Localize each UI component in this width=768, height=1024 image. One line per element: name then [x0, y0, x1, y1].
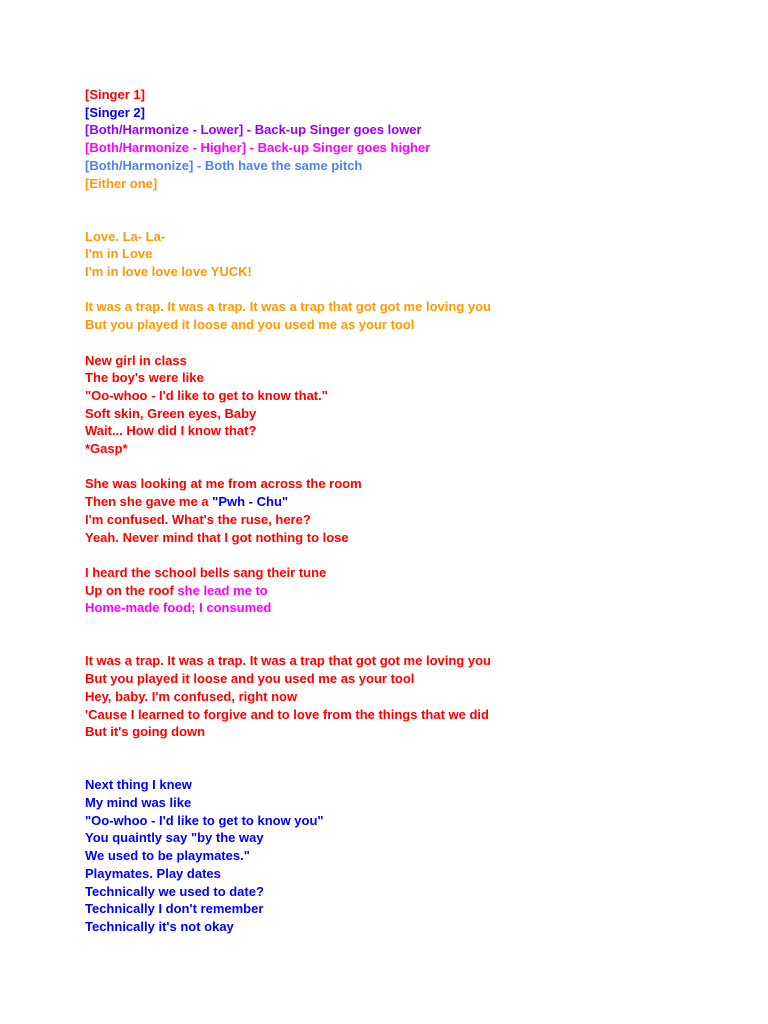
hook-section-2: [85, 652, 745, 741]
lyric-line: Playmates. Play dates: [85, 865, 221, 881]
lyric-line: Home-made food; I consumed: [85, 600, 272, 616]
spacer: [85, 192, 745, 227]
spacer: [85, 617, 745, 652]
lyric-line: 'Cause I learned to forgive and to love from the things that we did: [85, 706, 489, 722]
lyric-line: [85, 493, 745, 511]
intro-section: [85, 228, 745, 281]
lyric-line: Wait... How did I know that?: [85, 423, 257, 439]
spacer: [85, 741, 745, 776]
verse-1b-section: [85, 475, 745, 546]
lyric-line: The boy's were like: [85, 370, 204, 386]
spacer: [85, 546, 745, 564]
lyrics-document: [85, 86, 745, 936]
verse-1c-section: [85, 564, 745, 617]
lyric-line: Technically it's not okay: [85, 918, 234, 934]
lyric-line: My mind was like: [85, 795, 192, 811]
verse-2-section: [85, 776, 745, 935]
legend-harmonize-lower: [Both/Harmonize - Lower] - Back-up Singer goes lower: [85, 122, 422, 138]
color-legend: [85, 86, 745, 192]
legend-singer-2: [Singer 2]: [85, 104, 145, 120]
lyric-line: Technically we used to date?: [85, 883, 264, 899]
lyric-line: It was a trap. It was a trap. It was a trap that got got me loving you: [85, 299, 491, 315]
hook-section-1: [85, 298, 745, 333]
lyric-line: *Gasp*: [85, 441, 128, 457]
legend-singer-1: [Singer 1]: [85, 87, 145, 102]
lyric-line: New girl in class: [85, 352, 187, 368]
lyric-segment-singer-1: Then she gave me a: [85, 494, 213, 510]
lyric-segment-singer-2: "Pwh - Chu": [212, 494, 289, 510]
lyric-line: But it's going down: [85, 724, 206, 740]
spacer: [85, 334, 745, 352]
legend-harmonize-same: [Both/Harmonize] - Both have the same pitch: [85, 157, 363, 173]
lyric-line: I'm confused. What's the ruse, here?: [85, 511, 311, 527]
lyric-segment-harmonize-higher: she lead me to: [177, 582, 268, 598]
lyric-line: "Oo-whoo - I'd like to get to know that.": [85, 387, 328, 403]
lyric-line: She was looking at me from across the room: [85, 476, 362, 492]
lyric-line: Technically I don't remember: [85, 901, 264, 917]
lyric-line: I'm in love love love YUCK!: [85, 264, 252, 280]
legend-either-one: [Either one]: [85, 175, 158, 191]
spacer: [85, 458, 745, 476]
lyric-line: Love. La- La-: [85, 228, 166, 244]
lyric-line: I'm in Love: [85, 246, 153, 262]
lyric-line: Next thing I knew: [85, 777, 192, 793]
lyric-line: We used to be playmates.": [85, 848, 250, 864]
legend-harmonize-higher: [Both/Harmonize - Higher] - Back-up Singer goes higher: [85, 140, 431, 156]
lyric-line: You quaintly say "by the way: [85, 830, 264, 846]
lyric-line: Yeah. Never mind that I got nothing to lose: [85, 529, 349, 545]
verse-1-section: [85, 352, 745, 458]
lyric-line: Hey, baby. I'm confused, right now: [85, 688, 298, 704]
lyric-line: I heard the school bells sang their tune: [85, 564, 327, 580]
spacer: [85, 281, 745, 299]
lyric-segment-singer-1: Up on the roof: [85, 582, 178, 598]
lyric-line: But you played it loose and you used me as your tool: [85, 671, 415, 687]
lyric-line: "Oo-whoo - I'd like to get to know you": [85, 812, 324, 828]
lyric-line: Soft skin, Green eyes, Baby: [85, 405, 257, 421]
lyric-line: [85, 582, 745, 600]
lyric-line: But you played it loose and you used me as your tool: [85, 317, 415, 333]
lyric-line: It was a trap. It was a trap. It was a trap that got got me loving you: [85, 653, 491, 669]
